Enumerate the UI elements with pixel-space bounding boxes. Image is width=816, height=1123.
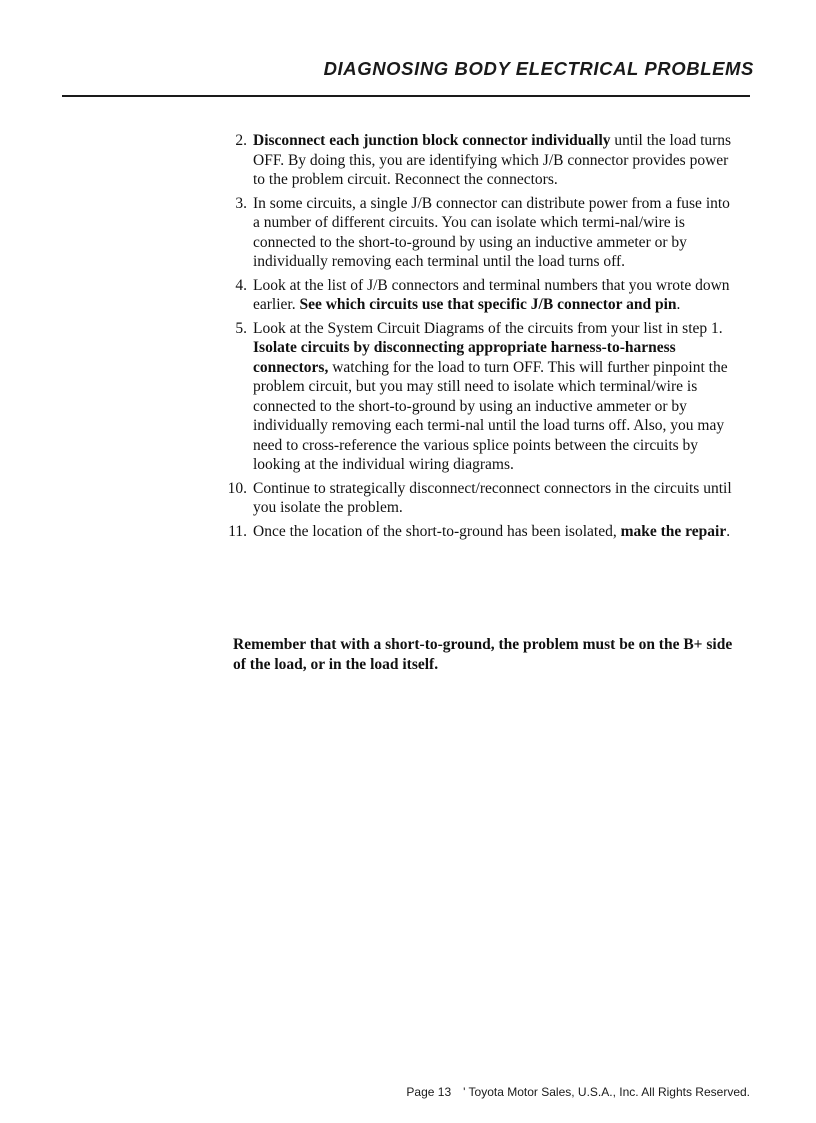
step-text: In some circuits, a single J/B connector can distribute power from a fuse into a number of different circuits. You can isolate which termi-nal/wire is connected to the short-to-ground by using an inductive ammeter or by individually removing each terminal until the load turns off. [253,194,730,270]
page-number: Page 13 [406,1085,452,1099]
step-tail: . [676,296,681,313]
step-item-4 [233,276,733,315]
step-number: 5. [235,319,247,337]
step-number: 3. [235,194,247,212]
step-text: Once the location of the short-to-ground has been isolated, [253,522,621,540]
page-header-title: DIAGNOSING BODY ELECTRICAL PROBLEMS [323,58,754,79]
step-bold-mid: Isolate circuits by disconnecting appropriate harness-to-harness connectors, [253,339,676,376]
step-number: 4. [235,276,247,294]
step-text: Look at the list of J/B connectors and terminal numbers that you wrote down earlier. [253,276,730,313]
step-number: 10. [227,479,247,497]
page-footer [406,1085,750,1099]
step-item-11 [228,522,733,542]
step-item-5 [233,319,733,475]
header-divider [62,95,750,97]
step-text: Look at the System Circuit Diagrams of the circuits from your list in step 1. [253,319,723,337]
step-tail: . [726,522,731,540]
step-bold-lead: Disconnect each junction block connector individually [253,132,611,149]
step-text-continued: watching for the load to turn OFF. This will further pinpoint the problem circuit, but you may still need to isolate which terminal/wire is connected to the short-to-ground by using an inductive ammeter or by individually removing each termi-nal until the load turns off. Also, you may need to cross-reference the various splice points between the circuits by looking at the individual wiring diagrams. [253,358,728,473]
step-item-10 [227,479,733,518]
step-text: Continue to strategically disconnect/reconnect connectors in the circuits until you isolate the problem. [253,479,732,516]
step-bold-tail: See which circuits use that specific J/B connector and pin [299,296,677,313]
step-item-2 [233,131,733,190]
step-number: 2. [235,132,247,149]
copyright-notice: ' Toyota Motor Sales, U.S.A., Inc. All Rights Reserved. [463,1085,750,1099]
step-item-3 [233,194,733,272]
step-text: until the load turns OFF. By doing this, you are identifying which J/B connector provides power to the problem circuit. Reconnect the connectors. [253,132,732,188]
step-bold-tail: make the repair [620,522,727,540]
step-number: 11. [228,522,247,540]
closing-note: Remember that with a short-to-ground, the problem must be on the B+ side of the load, or in the load itself. [233,636,733,673]
steps-list [227,131,733,545]
